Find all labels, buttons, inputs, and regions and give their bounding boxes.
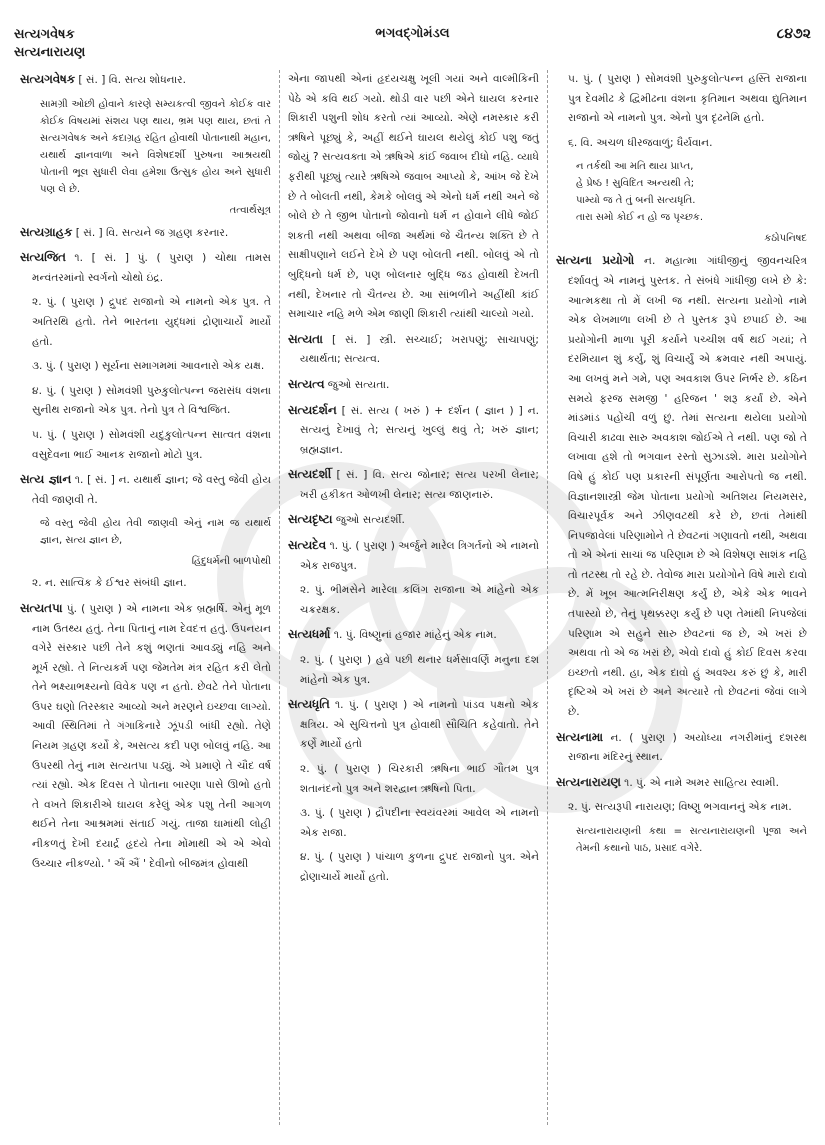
sense: ૩. પું. ( પુરાણ ) દ્રૌપદીના સ્વયંવરમાં આવેલ એ નામનો એક રાજા. (300, 807, 539, 839)
headword: સત્યગવેષક (20, 72, 76, 86)
definition: ન. ( પુરાણ ) અયોધ્યા નગરીમાંનું દશરથ રાજાના મંદિરનું સ્થાન. (568, 731, 807, 764)
quotation-source: કઠોપનિષદ (764, 233, 807, 245)
verse-line: ન તર્કથી આ મતિ થાય પ્રાપ્ત, (576, 161, 694, 173)
sense: ૫. પું. ( પુરાણ ) સોમવંશી પુરુકુલોત્પન્ન હસ્તિ રાજાના પુત્ર દેવમીઢ કે દ્વિમીઢના વંશના કૃતિમાન અથવા દ્યુતિમાન રાજાનો એ નામનો પુત્ર. એનો પુત્ર દૃઢનેમિ હતો. (568, 73, 807, 125)
sense: ૨. પું. સત્યરૂપી નારાયણ; વિષ્ણુ ભગવાનનું એક નામ. (568, 801, 792, 814)
quotation: જે વસ્તુ જેવી હોય તેવી જાણવી એનું નામ જ યથાર્થ જ્ઞાન, સત્ય જ્ઞાન છે, (40, 518, 271, 547)
definition: [ સં. ] વિ. સત્યને જ ગ્રહણ કરનાર. (72, 226, 229, 239)
book-title: ભગવદ્ગોમંડલ (375, 26, 450, 41)
headword: સત્યદેવ (288, 538, 327, 553)
definition: ન. મહાત્મા ગાંધીજીનું જીવનચરિત્ર દર્શાવતું એ નામનું પુસ્તક. તે સંબંધે ગાંધીજી લખે છે કે: આત્મકથા તો મેં લખી જ નથી. સત્યના પ્રયોગો નામે એક લેખમાળા લખી છે તે પુસ્તક રૂપે છપાઈ છે. આ પ્રયોગોની માળા પૂરી કર્યાને પચ્ચીશ વર્ષ થઈ ગયાં; તે દરમિયાન શું કર્યું, શું વિચાર્યું એ ક્રમવાર નથી અપાયું. આ લખવું મને ગમે, પણ અવકાશ ઉપર નિર્ભર છે. કઠિન સમયે ફરજ સમજી ' હરિજન ' શરૂ કર્યાં છે. એને માંડમાંડ પહોંચી વળું છું. તેમાં સત્યના થયેલા પ્રયોગો વિચારી કાઢવા સારુ અવકાશ જોઈએ તે નથી. પણ જો તે લખાવા હશે તો ભગવાન રસ્તો સુઝાડશે. મારા પ્રયોગોને વિષે હું કોઈ પણ પ્રકારની સંપૂર્ણતા આરોપતો જ નથી. વિજ્ઞાનશાસ્ત્રી જેમ પોતાના પ્રયોગો અતિશય નિયમસર, વિચારપૂર્વક અને ઝીણવટથી કરે છે, છતાં તેમાંથી નિપજાવેલાં પરિણામોને તે છેવટનાં ગણાવતો નથી, અથવા તો એ એનાં સાચાં જ પરિણામ છે એ વિશેષણ સાશંક નહિ તો તટસ્થ તો રહે છે. તેવોજ મારા પ્રયોગોને વિષે મારો દાવો છે. મેં ખૂબ આત્મનિરીક્ષણ કર્યું છે, એકે એક ભાવને તપાસ્યો છે, તેનું પૃથક્કરણ કર્યું છે પણ તેમાંથી નિપજેલાં પરિણામ એ સહુને સારુ છેવટનાં જ છે, એ ખરાં છે અથવા તો એ જ ખરાં છે, એવો દાવો હું કોઈ દિવસ કરવા ઇચ્છતો નથી. હા, એક દાવો હું અવશ્ય કરું છું કે, મારી દૃષ્ટિએ એ ખરાં છે અને અત્યારે તો છેવટનાં જેવાં લાગે છે. (568, 255, 807, 719)
entry (556, 728, 807, 768)
definition: [ સં. સત્ય ( ખરું ) + દર્શન ( જ્ઞાન ) ] ન. સત્યનું દેખાવું તે; સત્યનું ખુલ્લું થવું તે; ખરું જ્ઞાન; બ્રહ્મજ્ઞાન. (300, 404, 539, 456)
entry (20, 470, 271, 510)
headword: સત્યદર્શન (288, 402, 337, 417)
headword: સત્યધૃતિ (288, 697, 330, 712)
headword: સત્યદર્શી (288, 467, 332, 482)
quotation-source: તત્વાર્થસૂત્ર (229, 204, 271, 216)
guide-word-last: સત્યનારાયણ (14, 45, 86, 60)
sense: ૩. પું. ( પુરાણ ) સૂર્યના સમાગમમાં આવનારો એક યક્ષ. (32, 360, 265, 373)
headword: સત્યગ્રાહક (20, 224, 73, 239)
definition: ૧. પું. ( પુરાણ ) અર્જુને મારેલ ત્રિગર્તનો એ નામનો એક રાજપુત્ર. (300, 540, 539, 572)
entry (556, 251, 807, 722)
quotation: સામગ્રી ઓછી હોવાને કારણે સમ્યકત્વી જીવને કોઈક વાર કોઈક વિષયમાં સંશય પણ થાય, ભ્રમ પણ થાય, છતાં તે સત્યગવેષક અને કદાગ્રહ રહિત હોવાથી પોતાનાથી મહાન, યથાર્થ જ્ઞાનવાળા અને વિશેષદર્શી પુરુષના આશ્રયથી પોતાની ભૂલ સુધારી લેવા હમેશા ઉત્સુક હોય અને સુધારી પણ લે છે. (40, 98, 271, 195)
verse-line: પામ્યો જ તે તું બની સત્યધૃતિ. (576, 195, 696, 207)
definition: [ સં. ] સ્ત્રી. સચ્ચાઈ; ખરાપણું; સાચાપણું; યથાર્થતા; સત્યત્વ. (300, 333, 539, 366)
sense: ૨. પું. ( પુરાણ ) ચિરકારી ઋષિના ભાઈ ગૌતમ પુત્ર શતાનંદનો પુત્ર અને શરદ્વાન ઋષિનો પિતા. (300, 763, 539, 795)
column-3 (547, 70, 815, 1125)
sense: ૪. પું. ( પુરાણ ) સોમવંશી પુરુકુલોત્પન્ન જરાસંધ વંશના સુનીથ રાજાનો એક પુત્ર. તેનો પુત્ર તે વિશ્વજિત. (32, 384, 271, 417)
entry (288, 625, 539, 646)
guide-word-first: સત્યગવેષક (14, 27, 75, 42)
headword: સત્યતપા (20, 600, 63, 615)
definition: [ સં. ] વિ. સત્ય જોનાર; સત્ય પરખી લેનાર; ખરી હકીકત ઓળખી લેનાર; સત્ય જાણનારું. (300, 469, 539, 501)
entry (20, 599, 271, 874)
headword: સત્યજિત (20, 250, 66, 265)
sense: ૨. ન. સાત્વિક કે ઈશ્વર સંબંધી જ્ઞાન. (32, 577, 187, 590)
headword: સત્યનામા (556, 729, 604, 744)
entry (288, 510, 539, 531)
headword: સત્યનારાયણ (556, 774, 621, 789)
entry (288, 375, 539, 396)
definition: પું. ( પુરાણ ) એ નામના એક બ્રહ્મર્ષિ. એનું મૂળ નામ ઉતથ્ય હતું. તેના પિતાનું નામ દેવદત્ત હતું. ઉપનયન વગેરે સંસ્કાર પછી તેને કશું ભણતાં આવડ્યું નહિ અને મૂર્ખ રહ્યો. તે નિત્યકર્મ પણ જેમતેમ મંત્ર રહિત કરી લેતો તેને ભક્ષ્યાભક્ષ્યનો વિવેક પણ ન હતો. છેવટે તેને પોતાના ઉપર ઘણો તિરસ્કાર આવ્યો અને મરણને ઇચ્છવા લાગ્યો. આવી સ્થિતિમાં તે ગંગાકિનારે ઝૂંપડી બાંધી રહ્યો. તેણે નિયમ ગ્રહણ કર્યો કે, અસત્ય કદી પણ બોલવું નહિ. આ ઉપરથી તેનું નામ સત્યતપા પડ્યું. એ પ્રમાણે તે ચૌદ વર્ષ ત્યાં રહ્યો. એક દિવસ તે પોતાના બારણા પાસે ઊભો હતો તે વખતે શિકારીએ ઘાયલ કરેલું એક પશુ તેની આગળ થઈને તેના આશ્રમમાં સંતાઈ ગયું. તાજા ઘામાંથી લોહી નીકળતું દેખી દયાર્દ્ર હૃદયે તેના મોંમાથી એ એ એવો ઉચ્ચાર નીકળ્યો. ' ઐં ઐં ' દેવીનો બીજમંત્ર હોવાથી (32, 602, 271, 870)
column-2 (279, 70, 547, 1125)
page-number: ૮૪૭૨ (776, 26, 811, 42)
sense: ૨. પું. ભીમસેને મારેલા કલિંગ રાજાના એ માંહેનો એક ચક્રરક્ષક. (300, 584, 539, 616)
entry (20, 70, 271, 91)
sense: ૨. પું. ( પુરાણ ) દ્રુપદ રાજાનો એ નામનો એક પુત્ર. તે અતિરથિ હતો. તેને ભારતના યુદ્ધમાં દ્રોણાચાર્યે માર્યો હતો. (32, 296, 271, 348)
continued-text: એના જાપથી એનાં હૃદયચક્ષુ ખૂલી ગયાં અને વાલ્મીકિની પેઠે એ કવિ થઈ ગયો. થોડી વાર પછી એને ઘાયલ કરનાર શિકારી પશુની શોધ કરતો ત્યાં આવ્યો. એણે નમસ્કાર કરી ઋષિને પૂછ્યું કે, અહીં થઈને ઘાયલ થયેલું કોઈ પશુ જતું જોયું ? સત્યવક્તા એ ઋષિએ કાંઈ જવાબ દીધો નહિ. વ્યાધે ફરીથી પૂછ્યું ત્યારે ઋષિએ જવાબ આપ્યો કે, આંખ જે દેખે છે તે બોલતી નથી, કેમકે બોલવું એ એનો ધર્મ નથી અને જે બોલે છે તે જીભ પોતાનો જોવાનો ધર્મ ન હોવાને લીધે જોઈ શકતી નથી અથવા બીજા અર્થમાં જે ચૈતન્ય શક્તિ છે તે સાક્ષીપણાને લઈને દેખે છે પણ બોલતી નથી. બોલવું એ તો બુદ્ધિનો ધર્મ છે, પણ બોલનાર બુદ્ધિ જડ હોવાથી દેખતી નથી, દેખનાર તો ચૈતન્ય છે. આ સાંભળીને અહીંથી કાંઈ સમાચાર નહિ મળે એમ જાણી શિકારી ત્યાંથી ચાલ્યો ગયો. (288, 73, 539, 321)
headword: સત્યધર્મા (288, 627, 331, 642)
definition: જુઓ સત્યદર્શી. (332, 514, 405, 527)
headword: સત્યના પ્રયોગો (556, 253, 635, 268)
dictionary-columns (12, 70, 815, 1125)
entry (556, 773, 807, 794)
definition: ૧. પું. એ નામે અમર સાહિત્ય સ્વામી. (620, 776, 779, 789)
headword: સત્યતા (288, 331, 323, 346)
definition: ૧. [ સં. ] ન. યથાર્થ જ્ઞાન; જે વસ્તુ જેવી હોય તેવી જાણવી તે. (32, 474, 271, 506)
headword: સત્યત્વ (288, 376, 325, 391)
definition: ૧. પું. વિષ્ણુનાં હજાર માંહેનું એક નામ. (330, 629, 497, 642)
entry (288, 695, 539, 755)
quotation-source: હિંદુધર્મની બાળપોથી (191, 556, 271, 568)
sense: ૨. પું. ( પુરાણ ) હવે પછી થનાર ધર્મસાવર્ણિ મનુના દશ માંહેનો એક પુત્ર. (300, 654, 539, 686)
verse-line: હે પ્રેષ્ઠ ! સુવિદિત અન્યથી તે; (576, 178, 695, 190)
headword: સત્ય જ્ઞાન (20, 472, 72, 487)
verse-line: તારા સમો કોઈ ન હો જ પૃચ્છક. (576, 212, 704, 224)
definition: [ સં. ] વિ. સત્ય શોધનાર. (75, 74, 187, 86)
entry (288, 536, 539, 576)
entry (288, 401, 539, 461)
sense: ૫. પું. ( પુરાણ ) સોમવંશી યદુકુલોત્પન્ન સાત્વત વંશના વસુદેવના ભાઈ આનક રાજાનો મોટો પુત્ર. (32, 428, 271, 461)
headword: સત્યદૃષ્ટા (288, 512, 333, 527)
sense: ૬. વિ. અચળ ધીરજવાળું; ધૈર્યવાન. (568, 136, 713, 149)
entry (288, 465, 539, 505)
definition: ૧. પું. ( પુરાણ ) એ નામનો પાંડવ પક્ષનો એક ક્ષત્રિય. એ સુચિત્તનો પુત્ર હોવાથી સૌચિતિ કહેવાતો. તેને કર્ણે માર્યો હતો (300, 699, 539, 751)
column-1 (12, 70, 279, 1125)
definition: ૧. [ સં. ] પું. ( પુરાણ ) ચોથા તામસ મન્વંતરમાંનો સ્વર્ગનો ચોથો ઇંદ્ર. (32, 252, 271, 284)
verse-quotation (556, 158, 807, 226)
entry (20, 248, 271, 288)
entry (20, 223, 271, 244)
page-header (14, 26, 811, 66)
definition: જુઓ સત્યતા. (324, 378, 390, 391)
entry (288, 330, 539, 370)
quotation: સત્યનારાયણની કથા = સત્યનારાયણની પૂજા અને તેમની કથાનો પાઠ, પ્રસાદ વગેરે. (576, 826, 807, 854)
sense: ૪. પું. ( પુરાણ ) પાંચાળ કુળના દ્રુપદ રાજાનો પુત્ર. એને દ્રોણાચાર્યે માર્યો હતો. (300, 851, 539, 883)
